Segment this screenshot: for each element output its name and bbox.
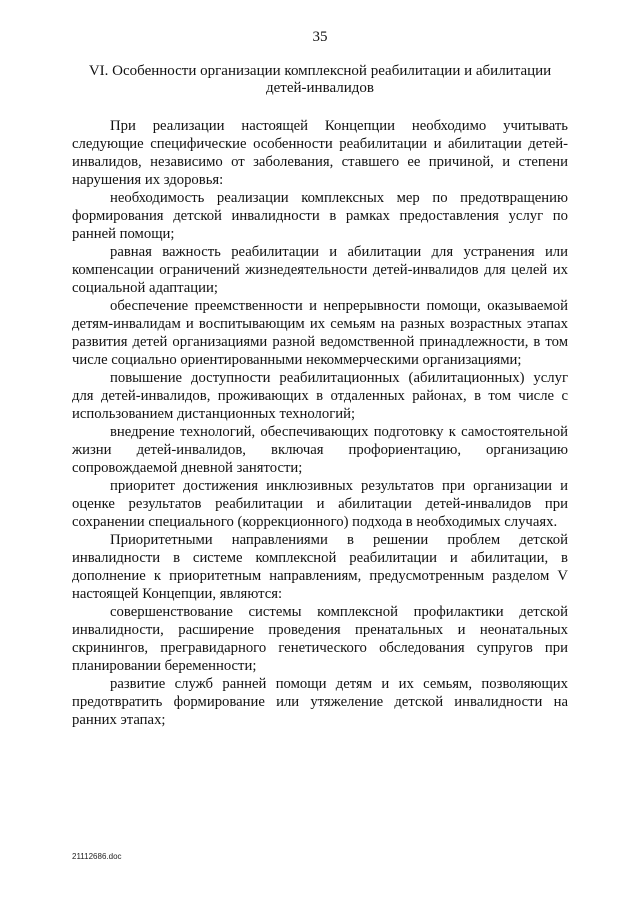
paragraph-accessibility: повышение доступности реабилитационных (абилитационных) услуг для детей-инвалидов, проживающих в отдаленных районах, в том числе с использованием дистанционных технологий; (72, 370, 568, 422)
paragraph-early-services: развитие служб ранней помощи детям и их семьям, позволяющих предотвратить формирование или утяжеление детской инвалидности на ранних этапах; (72, 676, 568, 728)
paragraph-priority-directions: Приоритетными направлениями в решении проблем детской инвалидности в системе комплексной реабилитации и абилитации, в дополнение к приоритетным направлениям, предусмотренным разделом V настоящей Концепции, являются: (72, 532, 568, 602)
paragraph-inclusive-priority: приоритет достижения инклюзивных результатов при организации и оценке результатов реабилитации и абилитации детей-инвалидов при сохранении специального (коррекционного) подхода в необходимых случаях. (72, 478, 568, 530)
paragraph-continuity: обеспечение преемственности и непрерывности помощи, оказываемой детям-инвалидам и воспитывающим их семьям на разных возрастных этапах развития детей организациями разной ведомственной принадлежности, в том числе социально ориентированными некоммерческими организациями; (72, 298, 568, 368)
footer-filename: 21112686.doc (72, 852, 122, 861)
paragraph-prevention: совершенствование системы комплексной профилактики детской инвалидности, расширение проведения пренатальных и неонатальных скринингов, прегравидарного генетического обследования супругов при планировании беременности; (72, 604, 568, 674)
page-number: 35 (312, 29, 328, 45)
paragraph-technologies: внедрение технологий, обеспечивающих подготовку к самостоятельной жизни детей-инвалидов, включая профориентацию, организацию сопровождаемой дневной занятости; (72, 424, 568, 476)
section-title-line-1: VI. Особенности организации комплексной реабилитации и абилитации (88, 63, 552, 79)
body-text (72, 117, 568, 729)
section-title-line-2: детей-инвалидов (266, 80, 374, 96)
paragraph-early-help: необходимость реализации комплексных мер по предотвращению формирования детской инвалидности в рамках предоставления услуг по ранней помощи; (72, 190, 568, 242)
paragraph-intro: При реализации настоящей Концепции необходимо учитывать следующие специфические особенности реабилитации и абилитации детей-инвалидов, независимо от заболевания, ставшего ее причиной, и степени нарушения их здоровья: (72, 118, 568, 188)
section-title (70, 63, 570, 97)
paragraph-equal-importance: равная важность реабилитации и абилитации для устранения или компенсации ограничений жизнедеятельности детей-инвалидов для целей их социальной адаптации; (72, 244, 568, 296)
